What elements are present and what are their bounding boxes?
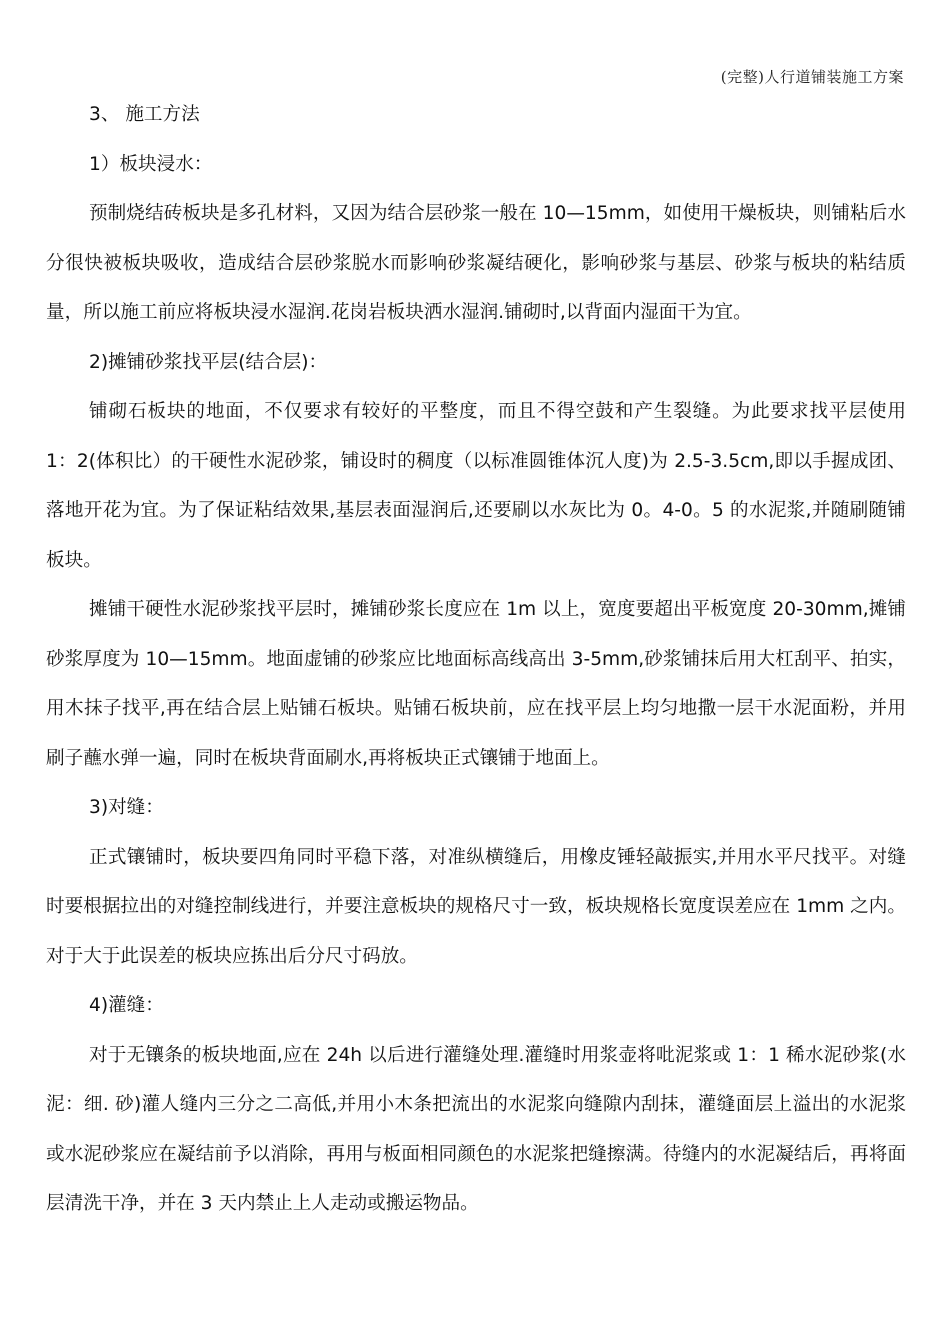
paragraph-soaking: 预制烧结砖板块是多孔材料，又因为结合层砂浆一般在 10—15mm，如使用干燥板块，则铺粘后水分很快被板块吸收，造成结合层砂浆脱水而影响砂浆凝结硬化，影响砂浆与基层、砂浆与板块的粘结质量，所以施工前应将板块浸水湿润.花岗岩板块洒水湿润.铺砌时,以背面内湿面干为宜。 [46, 203, 906, 323]
subsection-heading-joint-alignment: 3)对缝： [89, 797, 164, 818]
section-title: 3、 施工方法 [89, 104, 200, 125]
running-header: (完整)人行道铺装施工方案 [720, 68, 904, 86]
document-body [46, 90, 906, 1229]
subsection-heading-mortar-layer: 2)摊铺砂浆找平层(结合层)： [89, 351, 328, 373]
paragraph-grouting: 对于无镶条的板块地面,应在 24h 以后进行灌缝处理.灌缝时用浆壶将吡泥浆或 1：1 稀水泥砂浆(水泥：细. 砂)灌人缝内三分之二高低,并用小木条把流出的水泥浆向缝隙内刮抹，灌缝面层上溢出的水泥浆或水泥砂浆应在凝结前予以消除，再用与板面相同颜色的水泥浆把缝擦满。待缝内的水泥凝结后，再将面层清洗干净，并在 3 天内禁止上人走动或搬运物品。 [46, 1044, 906, 1214]
paragraph-mortar-spreading: 摊铺干硬性水泥砂浆找平层时，摊铺砂浆长度应在 1m 以上，宽度要超出平板宽度 20-30mm,摊铺砂浆厚度为 10—15mm。地面虚铺的砂浆应比地面标高线高出 3-5mm,砂浆铺抹后用大杠刮平、拍实，用木抹子找平,再在结合层上贴铺石板块。贴铺石板块前，应在找平层上均匀地撒一层干水泥面粉，并用刷子蘸水弹一遍，同时在板块背面刷水,再将板块正式镶铺于地面上。 [46, 599, 906, 769]
paragraph-joint-alignment: 正式镶铺时，板块要四角同时平稳下落，对准纵横缝后，用橡皮锤轻敲振实,并用水平尺找平。对缝时要根据拉出的对缝控制线进行，并要注意板块的规格尺寸一致，板块规格长宽度误差应在 1mm 之内。对于大于此误差的板块应拣出后分尺寸码放。 [46, 846, 906, 967]
subsection-heading-soaking: 1）板块浸水： [89, 153, 213, 175]
subsection-heading-grouting: 4)灌缝： [89, 995, 164, 1016]
paragraph-mortar-requirements: 铺砌石板块的地面，不仅要求有较好的平整度，而且不得空鼓和产生裂缝。为此要求找平层使用 1：2(体积比）的干硬性水泥砂浆，铺设时的稠度（以标准圆锥体沉人度)为 2.5-3.5cm,即以手握成团、落地开花为宜。为了保证粘结效果,基层表面湿润后,还要刷以水灰比为 0。4-0。5 的水泥浆,并随刷随铺板块。 [46, 401, 906, 571]
